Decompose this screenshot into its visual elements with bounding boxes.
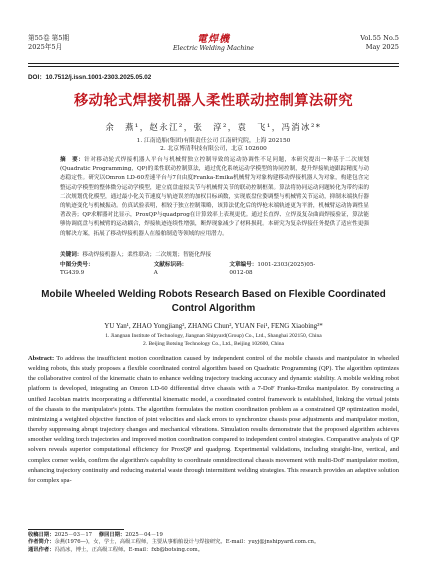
revised-value: 2025－04－19 [125,532,163,538]
received-value: 2025－03－17 [54,532,93,538]
chinese-authors: 余 燕¹，赵永江²，张 淳²，袁 飞¹，冯消冰²* [105,122,322,132]
article-label: 文章编号： [229,262,258,268]
clc-value: TG439.9 [60,270,85,276]
page-header [28,34,399,62]
doi: DOI：10.7512/j.issn.1001-2303.2025.05.02 [28,74,152,81]
date-en: May 2025 [365,43,399,51]
english-title: Mobile Wheeled Welding Robots Research Based on Flexible Coordinated Control Algorithm [41,289,386,314]
received-label: 收稿日期： [28,532,55,538]
code-label: 文献标识码： [153,262,188,268]
journal-logo: 電焊機 [197,34,230,45]
chinese-affiliation-1: 1. 江南造船(集团)有限责任公司 江南研究院，上海 202150 [136,138,291,144]
clc-label: 中图分类号： [60,262,94,268]
chinese-title: 移动轮式焊接机器人柔性联动控制算法研究 [73,93,354,109]
classification-row [60,261,369,277]
header-right [360,34,399,52]
author-value: 余燕(1976—)，女，学士，高级工程师，主要从事船舶设计与焊接研究。E-mail：yuyj@jnshipyard.com.cn。 [54,539,320,546]
english-abstract-label: Abstract: [28,355,55,362]
issue-cn: 第55卷 第5期 [28,34,70,42]
chinese-keywords-label: 关键词： [60,252,83,258]
footnote-author [28,539,399,546]
journal-name-en: Electric Welding Machine [173,45,254,52]
document-code [154,261,188,277]
english-abstract-text: To address the insufficient motion coordination caused by independent control of the mobile chassis and manipulator in wheeled welding robots, this study proposes a flexible coordinated control algorithm based on Quadratic Programming (QP). The algorithm optimizes the collaborative control of the kinematic chain to enhance welding trajectory tracking accuracy and dynamic stability. A mobile welding robot platform is developed, integrating an Omron LD-60 differential drive chassis with a 7-DoF Franka-Emika manipulator. By constructing a unified Jacobian matrix incorporating a differential kinematic model, a coordinated control framework is established, linking the virtual joints of the chassis to the manipulator's joints. The algorithm formulates the motion coordination problem as a constrained QP optimization model, minimizing a weighted objective function of joint velocities and slack errors to synchronize chassis pose adjustments and manipulator motion, thereby suppressing abrupt trajectory changes and mechanical vibrations. Simulation results demonstrate that the proposed algorithm achieves smoother welding torch trajectories and improved motion coordination compared to independent control strategies. Comparative analysis of QP solvers reveals superior computational efficiency for ProxQP and quadprog. Experimental validations, including straight-line, vertical, and complex corner welds, confirm the algorithm's capability to coordinate omnidirectional chassis movement with multi-DoF manipulator motion, enhancing trajectory continuity and reducing material waste through intermittent welding strategies. This research provides an adaptive solution for complex spa- [28,355,399,484]
volume-en: Vol.55 No.5 [360,34,399,42]
english-authors: YU Yan¹, ZHAO Yongjiang², ZHANG Chun², YUAN Fei¹, FENG Xiaobing²* [104,322,323,330]
clc-number [60,261,112,277]
chinese-abstract-label: 摘 要： [60,157,85,163]
chinese-keywords [60,251,369,259]
footnote [28,532,399,554]
english-affiliations [28,333,399,348]
english-affiliation-2: 2. Beijing Botsing Technology Co., Ltd., Beijing 102600, China [143,340,284,347]
author-label: 作者简介： [28,539,55,546]
article-number [229,261,327,277]
header-rule-thin [28,66,399,67]
chinese-keywords-text: 移动焊接机器人；柔性联动；二次规划；智能化焊接 [82,252,212,258]
chinese-abstract [60,156,369,239]
article-value: 1001-2303(2025)05-0012-08 [229,262,316,276]
footnote-rule [28,529,124,530]
revised-label: 修回日期： [98,532,126,538]
header-rule-thick [28,63,399,64]
corresponding-value: 冯消冰，博士，正高级工程师。E-mail：fxb@botsing.com。 [54,546,203,553]
chinese-abstract-text: 针对移动轮式焊接机器人平台与机械臂独立控制导致的运动协调性不足问题，本研究提出一种基于二次规划(Quadratic Programming，QP)的柔性联动控制算法，通过优化系统运动学模型的协同控制，提升焊接轨迹跟踪精度与动态稳定性。研究以Omron LD-60差速平台与7自由度Franka-Emika机械臂为对象构建移动焊接机器人为对象，构建包含完整运动学模型的整体微分运动学模型，建立底盘虚拟关节与机械臂关节的联动控制框架。算法将协同运动问题转化为带约束的二次规划优化模型，通过最小化关节速度与轨迹误差的加权目标函数，实现底盘位姿调整与机械臂关节运动，抑制末端执行器的轨迹变化与机械振动。仿真试验表明，相较于独立控制策略，该算法优化后的焊枪末端轨迹更为平滑，机械臂运动协调性显著改善；QP求解器对比显示，ProxQP与quadprog在计算效率上表现更优。通过长直焊、立焊及复杂曲面焊接验证，算法能够协调底盘与机械臂的运动耦合，焊接轨迹连续性增强，断焊现象减少了材料损耗。本研究为复杂焊接任务提供了适应性更强的解决方案，拓展了移动焊接机器人在船舶制造等领域的应用潜力。 [60,157,369,237]
english-abstract [28,354,399,486]
footnote-corresponding [28,547,399,554]
chinese-affiliation-2: 2. 北京博清科技有限公司，北京 102600 [160,146,267,152]
header-center [28,34,399,53]
chinese-affiliations [28,137,399,153]
corresponding-label: 通讯作者： [28,546,55,553]
code-value: A [153,270,158,276]
english-affiliation-1: 1. Jiangnan Institute of Technology, Jiangnan Shipyard(Group) Co., Ltd., Shanghai 202150, China [105,333,322,339]
date-cn: 2025年5月 [28,43,63,51]
